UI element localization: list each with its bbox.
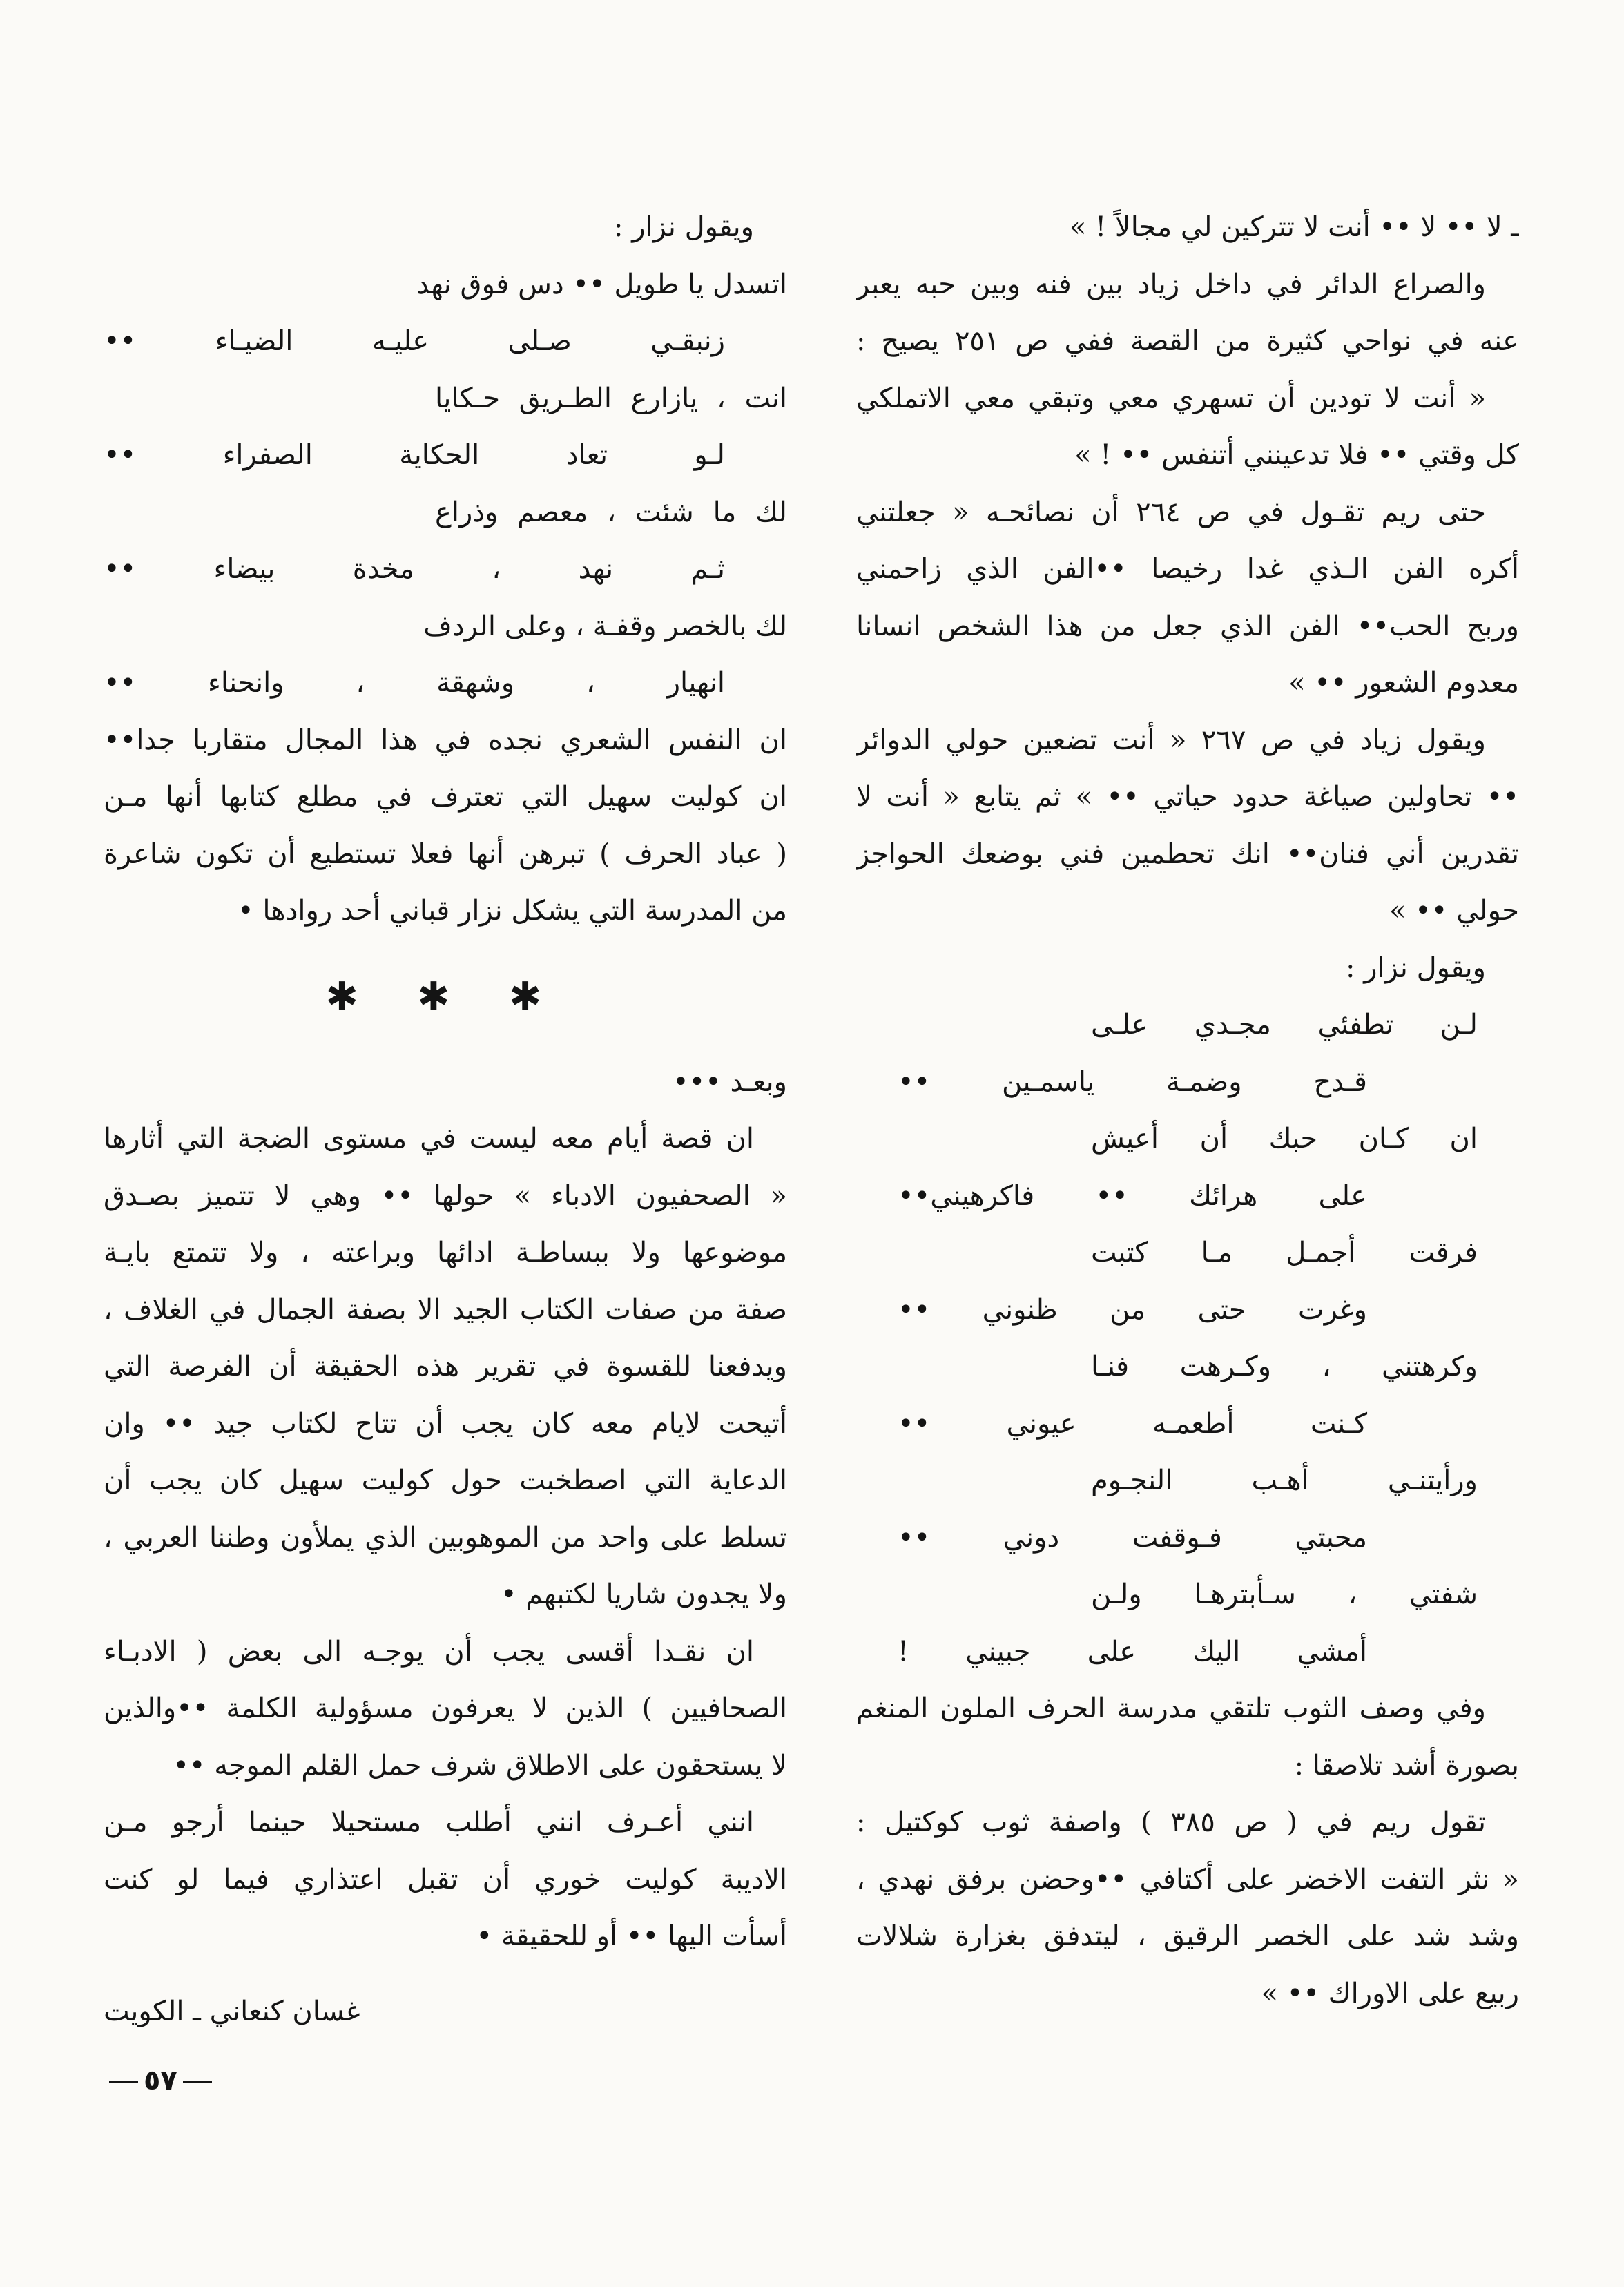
left-column-bottom-text-line: الدعاية التي اصطخبت حول كوليت سهيل كان يجب أن [104,1465,787,1496]
left-column-top-text-line: انهيار ، وشهقة ، وانحناء •• [104,667,725,699]
left-column-bottom-text-line: أتيحت لايام معه كان يجب أن تتاح لكتاب جيد •• وان [104,1407,787,1440]
right-column-text-line: كل وقتي •• فلا تدعينني أتنفس •• ! » [1074,439,1519,471]
right-column-text-line: وغرت حتى من ظنوني •• [898,1293,1367,1326]
left-column-bottom-text-line: ولا يجدون شاريا لكتبهم • [500,1579,787,1610]
left-column-top-text-line: لك ما شئت ، معصم وذراع [435,496,787,528]
right-column-text-line: قـدح وضمـة ياسمـين •• [898,1065,1367,1098]
right-column-text-line: عنه في نواحي كثيرة من القصة ففي ص ٢٥١ يصيح : [856,325,1519,357]
right-column-text-line: فرقت أجمـل مـا كتبت [1091,1237,1478,1268]
right-column [856,199,1519,2022]
right-column-text-line: •• تحاولين صياغة حدود حياتي •• » ثم يتابع « أنت لا [856,781,1519,813]
section-separator: ✱ ✱ ✱ [325,974,566,1019]
right-column-text-line: كـنت أطعمـه عيوني •• [898,1407,1367,1440]
right-column-text-line: لـن تطفئي مجـدي علـى [1091,1009,1478,1041]
right-column-text-line: وشد شد على الخصر الرقيق ، ليتدفق بغزارة شلالات [856,1920,1519,1952]
page-number-value: ٥٧ [144,2065,177,2096]
left-column-top-text-line: اتسدل يا طويل •• دس فوق نهد [416,268,787,300]
left-column-top-text-line: من المدرسة التي يشكل نزار قباني أحد روادها • [238,895,787,927]
right-column-text-line: على هرائك •• فاكرهيني•• [898,1179,1367,1212]
left-column-bottom-text-line: تسلط على واحد من الموهوبين الذي يملأون وطننا العربي ، [104,1521,787,1554]
left-column-bottom-section [104,1054,787,1965]
left-column-bottom-text-line: ويدفعنا للقسوة في تقرير هذه الحقيقة أن الفرصة التي [104,1351,787,1382]
right-column-text-line: وفي وصف الثوب تلتقي مدرسة الحرف الملون المنغم [856,1692,1486,1724]
left-column-bottom-text-line: « الصحفيون الادباء » حولها •• وهي لا تتميز بصـدق [104,1179,787,1212]
right-column-text-line: وربح الحب•• الفن الذي جعل من هذا الشخص انسانا [856,610,1519,642]
left-column-bottom-text-line: ان قصة أيام معه ليست في مستوى الضجة التي أثارها [104,1123,754,1155]
left-column-top-text-line: لك بالخصر وقفـة ، وعلى الردف [423,610,787,642]
left-column-bottom-text-line: انني أعـرف انني أطلب مستحيلا حينما أرجو مـن [104,1806,754,1838]
right-column-text-line: حتى ريم تقـول في ص ٢٦٤ أن نصائحـه « جعلتني [856,496,1486,528]
left-column-top-section [104,199,787,940]
left-column-top-text-line: انت ، يازارع الطـريق حـكايا [435,382,787,414]
left-column-top-text-line: زنبقـي صـلى عليـه الضيـاء •• [104,325,725,357]
right-column-text-line: شفتي ، سـأبترهـا ولـن [1091,1579,1478,1610]
right-column-text-line: محبتي فـوقفت دوني •• [898,1521,1367,1554]
page-number [104,2065,218,2096]
left-column-bottom-text-line: ان نقـدا أقسى يجب أن يوجـه الى بعض ( الادبـاء [104,1635,755,1668]
right-column-text-line: ان كـان حبك أن أعيش [1091,1123,1478,1155]
page-number-dash-left [109,2081,138,2083]
right-column-text-line: وكرهتني ، وكـرهت فنـا [1091,1351,1478,1382]
left-column-top-text-line: ( عباد الحرف ) تبرهن أنها فعلا تستطيع أن تكون شاعرة [104,838,787,870]
right-column-text-line: أكره الفن الـذي غدا رخيصا ••الفن الذي زاحمني [856,553,1519,585]
right-column-text-line: أمشي اليك على جبيني ! [898,1635,1367,1668]
left-column-bottom-text-line: صفة من صفات الكتاب الجيد الا بصفة الجمال في الغلاف ، [104,1293,787,1326]
author-signature: غسان كنعاني ـ الكويت [104,1996,360,2027]
left-column-top-text-line: لـو تعاد الحكاية الصفراء •• [104,439,725,471]
left-column [104,199,787,1965]
right-column-text-line: ـ لا •• لا •• أنت لا تتركين لي مجالاً ! » [1069,211,1519,243]
left-column-top-text-line: ان النفس الشعري نجده في هذا المجال متقاربا جدا•• [104,724,787,756]
left-column-top-text-line: ان كوليت سهيل التي تعترف في مطلع كتابها أنها مـن [104,781,787,813]
left-column-bottom-text-line: موضوعها ولا ببساطـة ادائها وبراعته ، ولا تتمتع بايـة [104,1237,787,1268]
right-column-text-line: ورأيتنـي أهـب النجـوم [1091,1465,1478,1496]
left-column-bottom-text-line: الاديبة كوليت خوري أن تقبل اعتذاري فيما لو كنت [104,1863,787,1895]
right-column-text-line: « أنت لا تودين أن تسهري معي وتبقي معي الاتملكي [856,382,1486,414]
page-number-dash-right [183,2081,212,2083]
left-column-top-text-line: ثـم نهد ، مخدة بيضاء •• [104,553,725,585]
left-column-bottom-text-line: الصحافيين ) الذين لا يعرفون مسؤولية الكلمة ••والذين [104,1692,787,1724]
right-column-text-line: تقدرين أني فنان•• انك تحطمين فني بوضعك الحواجز [856,838,1519,870]
left-column-bottom-text-line: وبعـد ••• [673,1065,787,1098]
right-column-text-line: بصورة أشد تلاصقا : [1294,1749,1519,1782]
left-column-bottom-text-line: أسأت اليها •• أو للحقيقة • [476,1920,787,1952]
right-column-text-line: ربيع على الاوراك •• » [1261,1977,1519,2009]
right-column-text-line: « نثر التفت الاخضر على أكتافي ••وحضن برفق نهدي ، [856,1863,1519,1895]
left-column-bottom-text-line: لا يستحقون على الاطلاق شرف حمل القلم الموجه •• [173,1749,787,1782]
right-column-text-line: حولي •• » [1389,895,1519,927]
right-column-text-line: تقول ريم في ( ص ٣٨٥ ) واصفة ثوب كوكتيل : [856,1806,1486,1838]
left-column-top-text-line: ويقول نزار : [614,211,754,243]
right-column-text-line: والصراع الدائر في داخل زياد بين فنه وبين حبه يعبر [856,268,1486,300]
right-column-text-line: ويقول نزار : [1346,952,1486,984]
right-column-text-line: ويقول زياد في ص ٢٦٧ « أنت تضعين حولي الدوائر [856,724,1486,756]
right-column-text-line: معدوم الشعور •• » [1288,667,1519,699]
